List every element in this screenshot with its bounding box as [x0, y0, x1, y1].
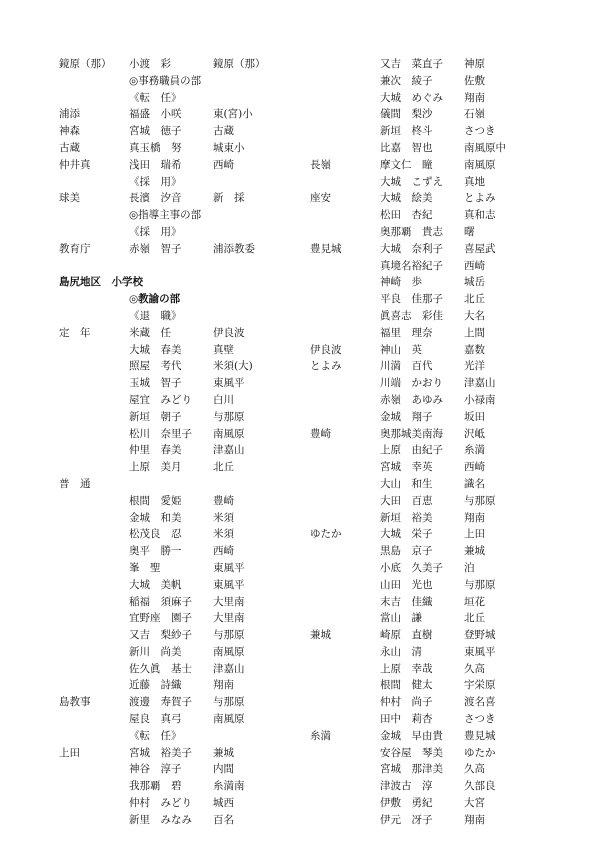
list-item	[59, 274, 299, 291]
previous-school: 西崎	[213, 545, 234, 558]
person-name: 大田 百恵	[380, 494, 433, 507]
person-name: 神山 英	[380, 343, 422, 356]
previous-school: 翔南	[464, 91, 485, 104]
person-name: 宜野座 園子	[129, 612, 192, 625]
list-item	[59, 728, 299, 745]
person-name: 伊元 冴子	[380, 813, 433, 826]
list-item	[310, 711, 550, 728]
list-item	[59, 560, 299, 577]
subcategory-label: 《転 任》	[129, 729, 182, 742]
person-name: 永山 清	[380, 645, 422, 658]
list-item	[59, 745, 299, 762]
previous-school: 白川	[213, 393, 234, 406]
list-item	[59, 677, 299, 694]
list-item	[59, 476, 299, 493]
list-item	[59, 392, 299, 409]
previous-school: 小禄南	[464, 393, 496, 406]
previous-school: 識名	[464, 477, 485, 490]
school-name: 浦添	[59, 108, 80, 121]
person-name: 儀間 梨沙	[380, 108, 433, 121]
previous-school: 百名	[213, 813, 234, 826]
list-item	[59, 543, 299, 560]
previous-school: 佐敷	[464, 74, 485, 87]
person-name: 佐久眞 基士	[129, 662, 192, 675]
list-item	[59, 761, 299, 778]
previous-school: 城東小	[213, 141, 245, 154]
previous-school: 真壁	[213, 343, 234, 356]
list-item	[59, 711, 299, 728]
list-item	[59, 123, 299, 140]
school-name: とよみ	[310, 360, 342, 373]
subcategory-label: 《退 職》	[129, 309, 182, 322]
previous-school: 大里南	[213, 612, 245, 625]
previous-school: 津嘉山	[464, 377, 496, 390]
list-item	[310, 610, 550, 627]
list-item	[59, 459, 299, 476]
person-name: 松川 奈里子	[129, 427, 192, 440]
list-item	[310, 812, 550, 829]
school-name: 普 通	[59, 477, 91, 490]
person-name: 赤嶺 智子	[129, 242, 182, 255]
previous-school: 内間	[213, 763, 234, 776]
list-item	[310, 190, 550, 207]
list-item	[59, 190, 299, 207]
previous-school: 新 採	[213, 192, 245, 205]
previous-school: 泊	[464, 561, 475, 574]
previous-school: 豊見城	[464, 729, 496, 742]
list-item	[310, 510, 550, 527]
list-item	[59, 627, 299, 644]
list-item	[59, 241, 299, 258]
person-name: 照屋 考代	[129, 360, 182, 373]
list-item	[59, 56, 299, 73]
list-item	[310, 106, 550, 123]
previous-school: 嘉数	[464, 343, 485, 356]
list-item	[59, 510, 299, 527]
person-name: 大城 奈利子	[380, 242, 443, 255]
person-name: 玉城 智子	[129, 377, 182, 390]
previous-school: 久高	[464, 662, 485, 675]
list-item	[59, 661, 299, 678]
previous-school: 糸満南	[213, 780, 245, 793]
previous-school: 翔南	[213, 679, 234, 692]
person-name: 仲村 尚子	[380, 696, 433, 709]
person-name: 我那覇 碧	[129, 780, 182, 793]
previous-school: 宇栄原	[464, 679, 496, 692]
person-name: 宮城 裕美子	[129, 746, 192, 759]
person-name: 大城 めぐみ	[380, 91, 443, 104]
list-item	[59, 426, 299, 443]
list-item	[310, 174, 550, 191]
previous-school: 鏡原（那）	[213, 58, 266, 70]
previous-school: 東風平	[464, 645, 496, 658]
list-item	[59, 174, 299, 191]
person-name: 新垣 柊斗	[380, 125, 433, 138]
person-name: 新里 みなみ	[129, 813, 192, 826]
previous-school: さつき	[464, 713, 496, 726]
list-item	[59, 409, 299, 426]
list-item	[59, 795, 299, 812]
person-name: 屋良 真弓	[129, 713, 182, 726]
list-item	[59, 258, 299, 275]
previous-school: 南風原	[213, 427, 245, 440]
previous-school: 米須	[213, 528, 234, 541]
person-name: 真境名裕紀子	[380, 259, 443, 272]
previous-school: 伊良波	[213, 326, 245, 339]
previous-school: 大名	[464, 309, 485, 322]
list-item	[310, 207, 550, 224]
list-item	[310, 241, 550, 258]
category-heading: ◎教諭の部	[129, 293, 181, 306]
person-name: 小渡 彩	[129, 58, 171, 70]
person-name: 松茂良 忍	[129, 528, 182, 541]
person-name: 眞喜志 彩佳	[380, 309, 443, 322]
person-name: 浅田 瑞希	[129, 158, 182, 171]
person-name: 奥那覇 貴志	[380, 225, 443, 238]
subcategory-label: 《転 任》	[129, 91, 182, 104]
previous-school: 曙	[464, 225, 475, 238]
person-name: 近藤 詩織	[129, 679, 182, 692]
previous-school: 西崎	[464, 259, 485, 272]
list-item	[59, 90, 299, 107]
person-name: 小底 久美子	[380, 561, 443, 574]
person-name: 稲福 須麻子	[129, 595, 192, 608]
person-name: 又吉 菜直子	[380, 58, 443, 70]
list-item	[310, 157, 550, 174]
list-item	[59, 207, 299, 224]
school-name: 島教事	[59, 696, 91, 709]
list-item	[310, 694, 550, 711]
school-name: 上田	[59, 746, 80, 759]
school-name: 古蔵	[59, 141, 80, 154]
person-name: 金城 早由貴	[380, 729, 443, 742]
person-name: 大城 栄子	[380, 528, 433, 541]
list-item	[59, 342, 299, 359]
list-item	[310, 459, 550, 476]
person-name: 伊敷 勇紀	[380, 797, 433, 810]
person-name: 摩文仁 瞳	[380, 158, 433, 171]
previous-school: 垣花	[464, 595, 485, 608]
person-name: 奥那城美南海	[380, 427, 443, 440]
person-name: 宮城 幸英	[380, 461, 433, 474]
list-item	[310, 140, 550, 157]
school-name: 長嶺	[310, 158, 331, 171]
person-name: 根間 愛姫	[129, 494, 182, 507]
previous-school: 大里南	[213, 595, 245, 608]
list-item	[310, 493, 550, 510]
list-item	[310, 308, 550, 325]
previous-school: 津嘉山	[213, 444, 245, 457]
person-name: 仲里 春美	[129, 444, 182, 457]
list-item	[59, 778, 299, 795]
person-name: 大城 春美	[129, 343, 182, 356]
list-item	[310, 476, 550, 493]
list-item	[310, 577, 550, 594]
person-name: 奥平 勝一	[129, 545, 182, 558]
person-name: 川満 百代	[380, 360, 433, 373]
list-item	[59, 694, 299, 711]
person-name: 屋宜 みどり	[129, 393, 192, 406]
person-name: 大城 絵美	[380, 192, 433, 205]
list-item	[310, 795, 550, 812]
previous-school: 東風平	[213, 578, 245, 591]
list-item	[310, 661, 550, 678]
previous-school: 米須	[213, 511, 234, 524]
previous-school: 浦添教委	[213, 242, 255, 255]
person-name: 赤嶺 あゆみ	[380, 393, 443, 406]
list-item	[59, 493, 299, 510]
school-name: ゆたか	[310, 528, 342, 541]
previous-school: 久高	[464, 763, 485, 776]
list-item	[59, 291, 299, 308]
category-label: ◎指導主事の部	[129, 209, 202, 222]
person-name: 山田 光也	[380, 578, 433, 591]
list-item	[59, 644, 299, 661]
person-name: 上原 幸哉	[380, 662, 433, 675]
list-item	[310, 409, 550, 426]
previous-school: 古蔵	[213, 125, 234, 138]
previous-school: 糸満	[464, 444, 485, 457]
list-item	[310, 375, 550, 392]
previous-school: 北丘	[464, 293, 485, 306]
person-name: 比嘉 智也	[380, 141, 433, 154]
previous-school: 翔南	[464, 813, 485, 826]
previous-school: 西崎	[464, 461, 485, 474]
person-name: 大山 和生	[380, 477, 433, 490]
list-item	[310, 224, 550, 241]
school-name: 鏡原（那）	[59, 58, 112, 70]
list-item	[59, 358, 299, 375]
person-name: 上原 由紀子	[380, 444, 443, 457]
previous-school: 渡名喜	[464, 696, 496, 709]
subcategory-label: 《採 用》	[129, 175, 182, 188]
left-column	[59, 56, 299, 829]
right-column	[310, 56, 550, 829]
person-name: 仲村 みどり	[129, 797, 192, 810]
list-item	[310, 677, 550, 694]
school-name: 神森	[59, 125, 80, 138]
school-name: 仲井真	[59, 158, 91, 171]
previous-school: 南風原中	[464, 141, 506, 154]
school-name: 定 年	[59, 326, 91, 339]
previous-school: 城岳	[464, 276, 485, 289]
list-item	[310, 543, 550, 560]
previous-school: 大宮	[464, 797, 485, 810]
person-name: 崎原 直樹	[380, 629, 433, 642]
person-name: 兼次 綾子	[380, 74, 433, 87]
previous-school: 上間	[464, 326, 485, 339]
previous-school: ゆたか	[464, 746, 496, 759]
person-name: 峯 聖	[129, 561, 161, 574]
list-item	[310, 728, 550, 745]
list-item	[310, 627, 550, 644]
previous-school: 沢岻	[464, 427, 485, 440]
previous-school: 北丘	[213, 461, 234, 474]
category-label: ◎事務職員の部	[129, 74, 202, 87]
person-name: 上原 美月	[129, 461, 182, 474]
list-item	[59, 577, 299, 594]
list-item	[59, 73, 299, 90]
previous-school: 南風原	[213, 713, 245, 726]
list-item	[310, 761, 550, 778]
person-name: 福里 理奈	[380, 326, 433, 339]
list-item	[59, 610, 299, 627]
person-name: 長濱 汐音	[129, 192, 182, 205]
school-name: 豊崎	[310, 427, 331, 440]
person-name: 新垣 裕美	[380, 511, 433, 524]
previous-school: 南風原	[464, 158, 496, 171]
previous-school: 久部良	[464, 780, 496, 793]
school-name: 糸満	[310, 729, 331, 742]
list-item	[59, 140, 299, 157]
previous-school: 光洋	[464, 360, 485, 373]
previous-school: 石嶺	[464, 108, 485, 121]
list-item	[310, 73, 550, 90]
person-name: 末吉 佳織	[380, 595, 433, 608]
list-item	[59, 308, 299, 325]
previous-school: 与那原	[213, 629, 245, 642]
list-item	[310, 90, 550, 107]
previous-school: 東風平	[213, 561, 245, 574]
previous-school: 与那原	[213, 410, 245, 423]
previous-school: 南風原	[213, 645, 245, 658]
person-name: 津波古 淳	[380, 780, 433, 793]
list-item	[59, 594, 299, 611]
list-item	[310, 594, 550, 611]
list-item	[310, 358, 550, 375]
person-name: 根間 健太	[380, 679, 433, 692]
school-name: 球美	[59, 192, 80, 205]
previous-school: 喜屋武	[464, 242, 496, 255]
previous-school: 北丘	[464, 612, 485, 625]
person-name: 宮城 那津美	[380, 763, 443, 776]
person-name: 大城 美帆	[129, 578, 182, 591]
list-item	[310, 258, 550, 275]
previous-school: 上田	[464, 528, 485, 541]
list-item	[310, 342, 550, 359]
person-name: 田中 莉杏	[380, 713, 433, 726]
previous-school: 兼城	[213, 746, 234, 759]
previous-school: 城西	[213, 797, 234, 810]
list-item	[59, 442, 299, 459]
list-item	[310, 274, 550, 291]
list-item	[310, 123, 550, 140]
list-item	[310, 392, 550, 409]
person-name: 新垣 朝子	[129, 410, 182, 423]
list-item	[310, 745, 550, 762]
previous-school: 登野城	[464, 629, 496, 642]
school-name: 座安	[310, 192, 331, 205]
list-item	[310, 325, 550, 342]
list-item	[310, 644, 550, 661]
person-name: 神崎 歩	[380, 276, 422, 289]
person-name: 真玉橋 努	[129, 141, 182, 154]
previous-school: 坂田	[464, 410, 485, 423]
previous-school: 兼城	[464, 545, 485, 558]
list-item	[59, 375, 299, 392]
previous-school: 与那原	[213, 696, 245, 709]
list-item	[59, 812, 299, 829]
person-name: 川端 かおり	[380, 377, 443, 390]
previous-school: 真地	[464, 175, 485, 188]
previous-school: 真和志	[464, 209, 496, 222]
person-name: 又吉 梨紗子	[129, 629, 192, 642]
list-item	[310, 442, 550, 459]
list-item	[310, 291, 550, 308]
previous-school: 与那原	[464, 494, 496, 507]
previous-school: 東風平	[213, 377, 245, 390]
list-item	[59, 157, 299, 174]
list-item	[59, 224, 299, 241]
previous-school: 神原	[464, 58, 485, 70]
person-name: 神谷 淳子	[129, 763, 182, 776]
person-name: 黒島 京子	[380, 545, 433, 558]
school-name: 豊見城	[310, 242, 342, 255]
previous-school: 翔南	[464, 511, 485, 524]
previous-school: 東(宮)小	[213, 108, 253, 121]
person-name: 金城 翔子	[380, 410, 433, 423]
list-item	[310, 56, 550, 73]
person-name: 平良 佳那子	[380, 293, 443, 306]
person-name: 當山 謙	[380, 612, 422, 625]
school-name: 教育庁	[59, 242, 91, 255]
person-name: 宮城 徳子	[129, 125, 182, 138]
list-item	[59, 325, 299, 342]
person-name: 米蔵 任	[129, 326, 171, 339]
list-item	[59, 526, 299, 543]
section-heading: 島尻地区 小学校	[59, 276, 143, 289]
previous-school: 西崎	[213, 158, 234, 171]
list-item	[310, 778, 550, 795]
person-name: 渡邊 寿賀子	[129, 696, 192, 709]
list-item	[310, 560, 550, 577]
subcategory-label: 《採 用》	[129, 225, 182, 238]
list-item	[59, 106, 299, 123]
previous-school: 豊崎	[213, 494, 234, 507]
previous-school: 与那原	[464, 578, 496, 591]
previous-school: 津嘉山	[213, 662, 245, 675]
list-item	[310, 426, 550, 443]
previous-school: 米須(大)	[213, 360, 253, 373]
person-name: 金城 和美	[129, 511, 182, 524]
previous-school: さつき	[464, 125, 496, 138]
person-name: 新川 尚美	[129, 645, 182, 658]
list-item	[310, 526, 550, 543]
school-name: 兼城	[310, 629, 331, 642]
previous-school: とよみ	[464, 192, 496, 205]
person-name: 福盛 小咲	[129, 108, 182, 121]
person-name: 安谷屋 琴美	[380, 746, 443, 759]
person-name: 松田 杏紀	[380, 209, 433, 222]
school-name: 伊良波	[310, 343, 342, 356]
person-name: 大城 こずえ	[380, 175, 443, 188]
